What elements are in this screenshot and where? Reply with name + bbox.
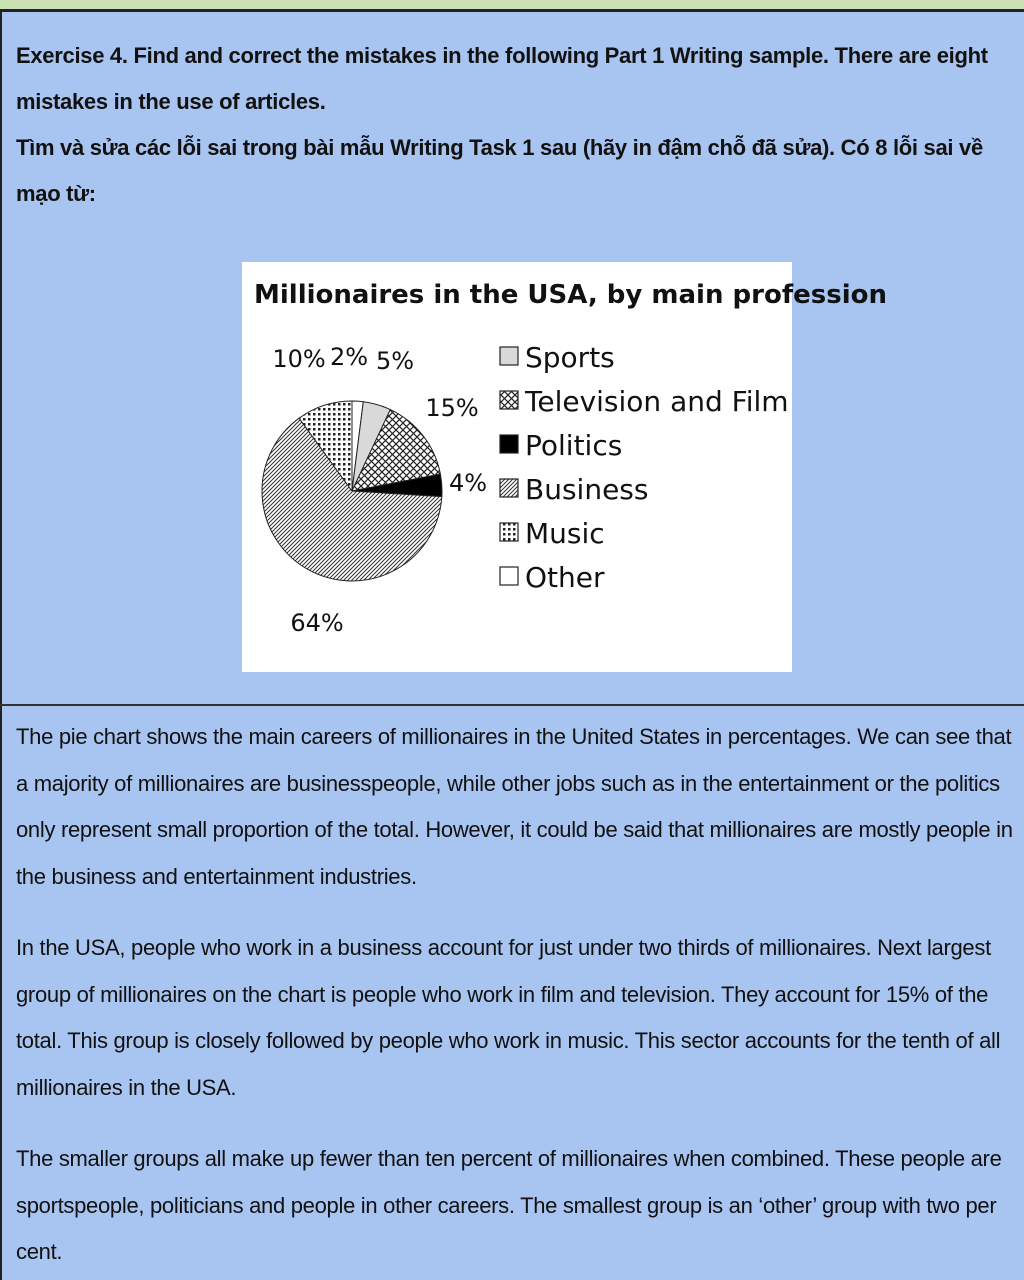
instruction-english: Exercise 4. Find and correct the mistakes in the following Part 1 Writing sample. There are eight mistakes in the use of articles. bbox=[16, 43, 988, 114]
legend-swatch-television-and-film bbox=[500, 391, 518, 409]
writing-sample-section bbox=[0, 706, 1024, 1280]
legend-label-sports: Sports bbox=[525, 341, 615, 374]
data-label-television-and-film: 15% bbox=[425, 394, 479, 422]
legend-swatch-music bbox=[500, 523, 518, 541]
pie-slices bbox=[262, 401, 442, 581]
pie-chart-svg bbox=[242, 262, 888, 672]
legend-label-music: Music bbox=[525, 517, 605, 550]
top-strip bbox=[0, 0, 1024, 12]
legend-swatch-politics bbox=[500, 435, 518, 453]
legend-label-television-and-film: Television and Film bbox=[525, 385, 789, 418]
legend-label-other: Other bbox=[525, 561, 605, 594]
data-label-politics: 4% bbox=[448, 469, 488, 497]
legend-swatch-sports bbox=[500, 347, 518, 365]
essay-paragraph-3: The smaller groups all make up fewer than ten percent of millionaires when combined. These people are sportspeople, politicians and people in other careers. The smallest group is an ‘other’ group with two per cent. bbox=[16, 1146, 1002, 1264]
legend-swatch-other bbox=[500, 567, 518, 585]
instruction-vietnamese: Tìm và sửa các lỗi sai trong bài mẫu Writing Task 1 sau (hãy in đậm chỗ đã sửa). Có 8 lỗi sai về mạo từ: bbox=[16, 135, 983, 206]
exercise-section bbox=[0, 12, 1024, 705]
legend-swatch-business bbox=[500, 479, 518, 497]
data-label-business: 64% bbox=[290, 609, 344, 637]
essay-paragraph-1: The pie chart shows the main careers of millionaires in the United States in percentages. We can see that a majority of millionaires are businesspeople, while other jobs such as in the entertainment or the politics only represent small proportion of the total. However, it could be said that millionaires are mostly people in the business and entertainment industries. bbox=[16, 724, 1013, 889]
chart-title: Millionaires in the USA, by main profession bbox=[254, 280, 888, 310]
legend-label-business: Business bbox=[525, 473, 649, 506]
pie-chart-figure bbox=[242, 262, 888, 672]
exercise-instructions bbox=[16, 33, 1012, 217]
legend-label-politics: Politics bbox=[525, 429, 623, 462]
chart-legend bbox=[500, 341, 789, 594]
data-label-sports: 5% bbox=[375, 347, 415, 375]
data-label-other: 2% bbox=[329, 343, 369, 371]
essay-paragraph-2: In the USA, people who work in a business account for just under two thirds of millionaires. Next largest group of millionaires on the chart is people who work in film and television. They account for 15% of the total. This group is closely followed by people who work in music. This sector accounts for the tenth of all millionaires in the USA. bbox=[16, 935, 1001, 1100]
data-label-music: 10% bbox=[272, 345, 326, 373]
